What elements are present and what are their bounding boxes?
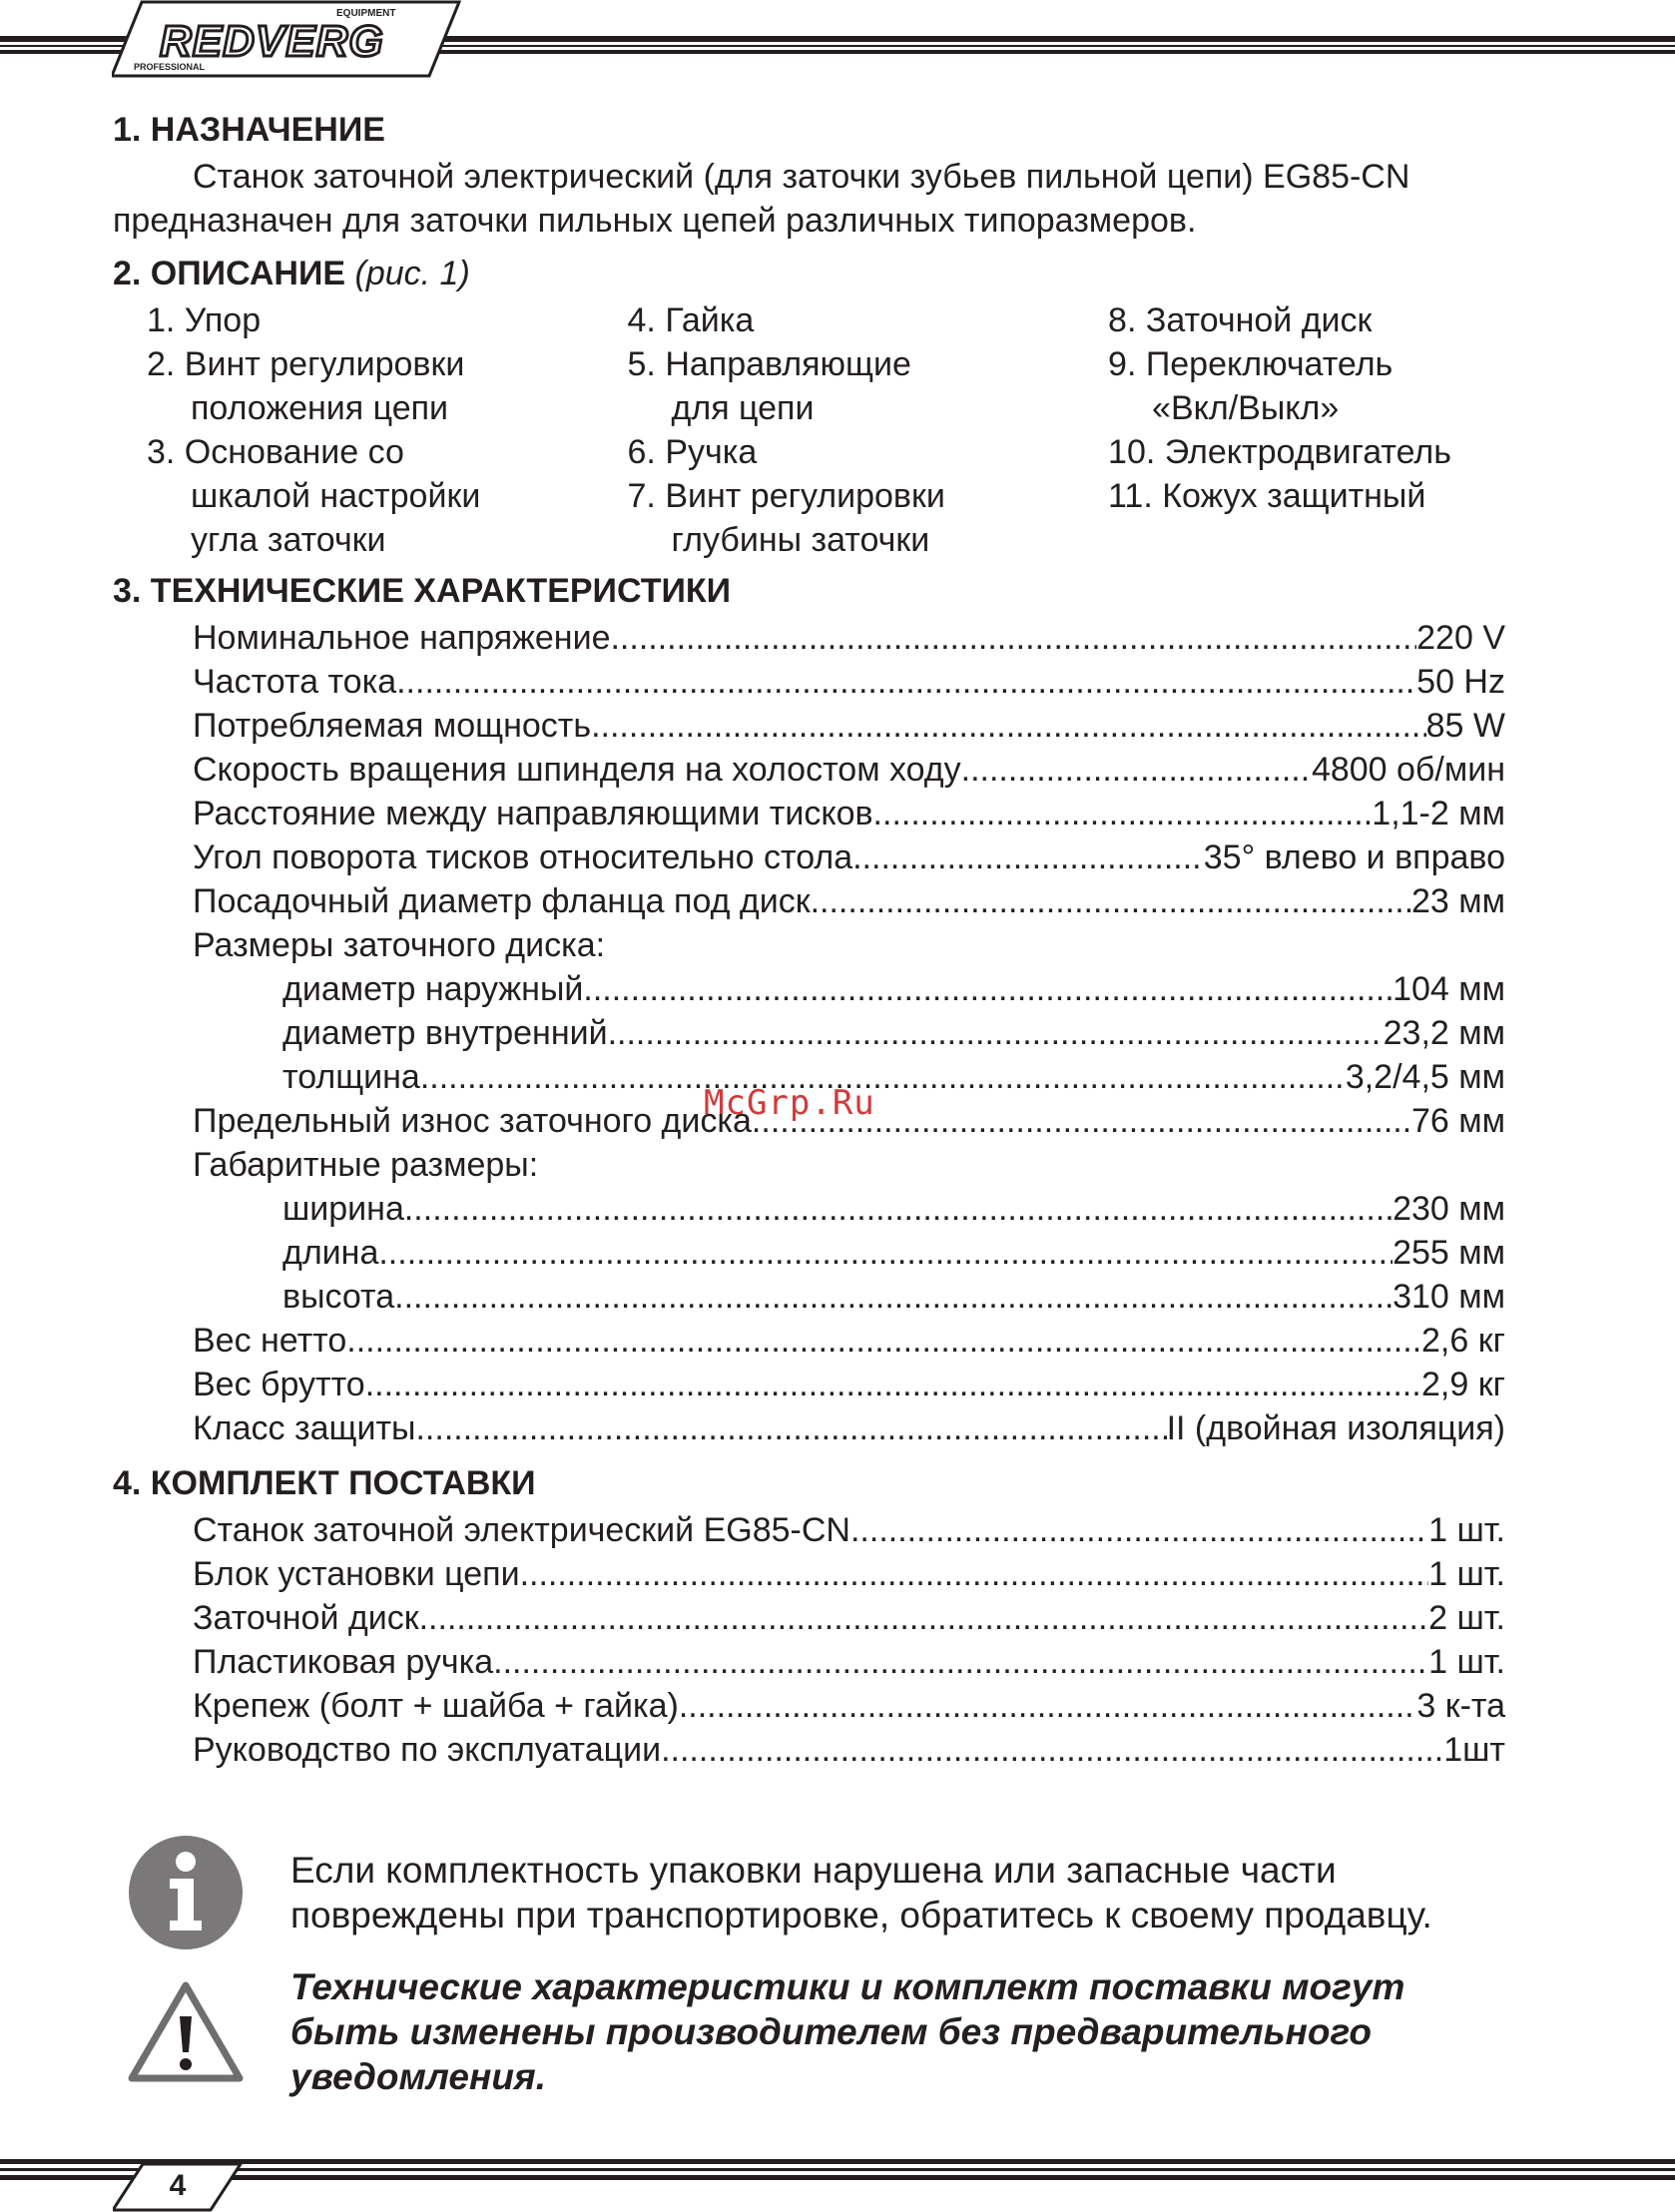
- part-item: 6. Ручка: [627, 433, 758, 471]
- spec-label: Угол поворота тисков относительно стола: [193, 838, 853, 876]
- section-2-title-text: 2. ОПИСАНИЕ: [113, 255, 346, 292]
- spec-value: 50 Hz: [1416, 663, 1505, 701]
- logo-wordmark: REDVERG: [160, 17, 384, 66]
- spec-list: [193, 616, 1505, 1450]
- spec-value: 310 мм: [1393, 1278, 1505, 1316]
- part-item-continuation: для цепи: [671, 389, 815, 427]
- spec-row: [282, 1011, 1505, 1055]
- logo-equipment-text: EQUIPMENT: [336, 8, 396, 19]
- disk-dimensions-heading: Размеры заточного диска:: [193, 926, 606, 964]
- package-qty: 1 шт.: [1428, 1643, 1505, 1681]
- figure-reference: (рис. 1): [354, 255, 470, 292]
- spec-label: Класс защиты: [193, 1409, 416, 1447]
- warning-notice: [128, 1964, 1525, 2099]
- spec-value: 3,2/4,5 мм: [1345, 1058, 1505, 1096]
- package-list: [193, 1508, 1505, 1772]
- part-item: 4. Гайка: [627, 301, 755, 339]
- logo-professional-text: PROFESSIONAL: [134, 62, 206, 72]
- spec-row: [282, 1231, 1505, 1275]
- spec-row: [193, 1363, 1505, 1406]
- spec-value: 35° влево и вправо: [1203, 838, 1505, 876]
- package-row: [193, 1640, 1505, 1684]
- section-1-title: 1. НАЗНАЧЕНИЕ: [113, 111, 385, 149]
- part-item-continuation: «Вкл/Выкл»: [1152, 389, 1340, 427]
- spec-label: Скорость вращения шпинделя на холостом ходу: [193, 751, 961, 789]
- info-icon: [128, 1835, 244, 1950]
- parts-column-2: [628, 298, 1109, 562]
- package-item: Заточной диск: [193, 1599, 419, 1637]
- spec-row: [193, 660, 1505, 704]
- section-2-title: [113, 249, 1505, 298]
- package-qty: 1шт: [1443, 1731, 1505, 1769]
- spec-value: 255 мм: [1393, 1234, 1505, 1272]
- page-number: 4: [169, 2169, 187, 2202]
- spec-value: II (двойная изоляция): [1166, 1409, 1505, 1447]
- part-item: 9. Переключатель: [1108, 345, 1394, 383]
- watermark: McGrp.Ru: [704, 1083, 875, 1123]
- spec-label: Вес брутто: [193, 1366, 365, 1403]
- part-item: 11. Кожух защитный: [1108, 477, 1426, 515]
- part-item-continuation: угла заточки: [191, 521, 386, 559]
- brand-logo: [112, 0, 461, 78]
- part-item-continuation: глубины заточки: [671, 521, 930, 559]
- overall-dimensions-heading: Габаритные размеры:: [193, 1146, 539, 1184]
- spec-row: [193, 704, 1505, 748]
- spec-row: [193, 792, 1505, 835]
- warning-icon: [128, 1980, 244, 2084]
- parts-list: [147, 298, 1505, 562]
- info-notice: [128, 1835, 1525, 1950]
- spec-value: 76 мм: [1410, 1102, 1505, 1140]
- part-item: 8. Заточной диск: [1108, 301, 1373, 339]
- spec-value: 23 мм: [1410, 882, 1505, 920]
- spec-label: Номинальное напряжение: [193, 619, 611, 657]
- spec-value: 85 W: [1425, 707, 1505, 745]
- section-1-line1: Станок заточной электрический (для заточки зубьев пильной цепи) EG85-CN: [193, 158, 1410, 196]
- spec-label: длина: [282, 1234, 379, 1272]
- spec-label: Частота тока: [193, 663, 397, 701]
- section-4-title: 4. КОМПЛЕКТ ПОСТАВКИ: [113, 1464, 536, 1502]
- spec-row: [193, 835, 1505, 879]
- info-notice-text: [290, 1848, 1432, 1937]
- spec-row: [193, 879, 1505, 923]
- spec-row: [193, 748, 1505, 792]
- package-item: Крепеж (болт + шайба + гайка): [193, 1687, 679, 1725]
- part-item: 10. Электродвигатель: [1108, 433, 1451, 471]
- parts-column-1: [147, 298, 628, 562]
- package-item: Станок заточной электрический EG85-CN: [193, 1511, 850, 1549]
- part-item: 2. Винт регулировки: [147, 345, 465, 383]
- package-qty: 3 к-та: [1416, 1687, 1505, 1725]
- spec-label: Вес нетто: [193, 1322, 347, 1360]
- spec-value: 2,6 кг: [1421, 1322, 1505, 1360]
- warning-notice-text: [290, 1964, 1404, 2099]
- spec-value: 4800 об/мин: [1311, 751, 1505, 789]
- package-row: [193, 1684, 1505, 1728]
- package-row: [193, 1728, 1505, 1772]
- spec-label: диаметр внутренний: [282, 1014, 608, 1052]
- spec-row: [193, 1406, 1505, 1450]
- spec-label: высота: [282, 1278, 395, 1316]
- package-row: [193, 1508, 1505, 1552]
- part-item: 1. Упор: [147, 301, 262, 339]
- spec-row: [193, 616, 1505, 660]
- info-line: Если комплектность упаковки нарушена или запасные части: [290, 1850, 1337, 1891]
- spec-label: Предельный износ заточного диска: [193, 1102, 752, 1140]
- spec-row: [282, 1187, 1505, 1231]
- section-3-title: 3. ТЕХНИЧЕСКИЕ ХАРАКТЕРИСТИКИ: [113, 572, 732, 610]
- warning-line: уведомления.: [290, 2056, 547, 2097]
- footer-rule: [0, 2159, 1675, 2211]
- warning-line: быть изменены производителем без предварительного: [290, 2011, 1372, 2052]
- spec-label: ширина: [282, 1190, 404, 1228]
- spec-row: [282, 1055, 1505, 1099]
- package-item: Блок установки цепи: [193, 1555, 520, 1593]
- part-item-continuation: шкалой настройки: [191, 477, 481, 515]
- warning-line: Технические характеристики и комплект поставки могут: [290, 1966, 1405, 2007]
- info-line: повреждены при транспортировке, обратитесь к своему продавцу.: [290, 1895, 1432, 1936]
- part-item: 5. Направляющие: [627, 345, 911, 383]
- spec-value: 230 мм: [1393, 1190, 1505, 1228]
- parts-column-3: [1108, 298, 1505, 562]
- spec-label: Расстояние между направляющими тисков: [193, 795, 873, 832]
- package-qty: 1 шт.: [1428, 1555, 1505, 1593]
- spec-value: 23,2 мм: [1383, 1014, 1505, 1052]
- spec-label: Потребляемая мощность: [193, 707, 592, 745]
- package-qty: 1 шт.: [1428, 1511, 1505, 1549]
- spec-label: Посадочный диаметр фланца под диск: [193, 882, 811, 920]
- spec-label: диаметр наружный: [282, 970, 584, 1008]
- spec-row: [282, 967, 1505, 1011]
- spec-row: [193, 1319, 1505, 1363]
- spec-value: 1,1-2 мм: [1372, 795, 1505, 832]
- part-item-continuation: положения цепи: [191, 389, 449, 427]
- section-1-line2: предназначен для заточки пильных цепей различных типоразмеров.: [113, 202, 1197, 240]
- part-item: 3. Основание со: [147, 433, 404, 471]
- package-row: [193, 1596, 1505, 1640]
- package-qty: 2 шт.: [1428, 1599, 1505, 1637]
- document-body: [113, 105, 1505, 1772]
- spec-label: толщина: [282, 1058, 420, 1096]
- spec-value: 220 V: [1416, 619, 1505, 657]
- package-item: Руководство по эксплуатации: [193, 1731, 662, 1769]
- part-item: 7. Винт регулировки: [627, 477, 945, 515]
- spec-row: [282, 1275, 1505, 1319]
- package-item: Пластиковая ручка: [193, 1643, 494, 1681]
- spec-value: 2,9 кг: [1421, 1366, 1505, 1403]
- spec-value: 104 мм: [1393, 970, 1505, 1008]
- package-row: [193, 1552, 1505, 1596]
